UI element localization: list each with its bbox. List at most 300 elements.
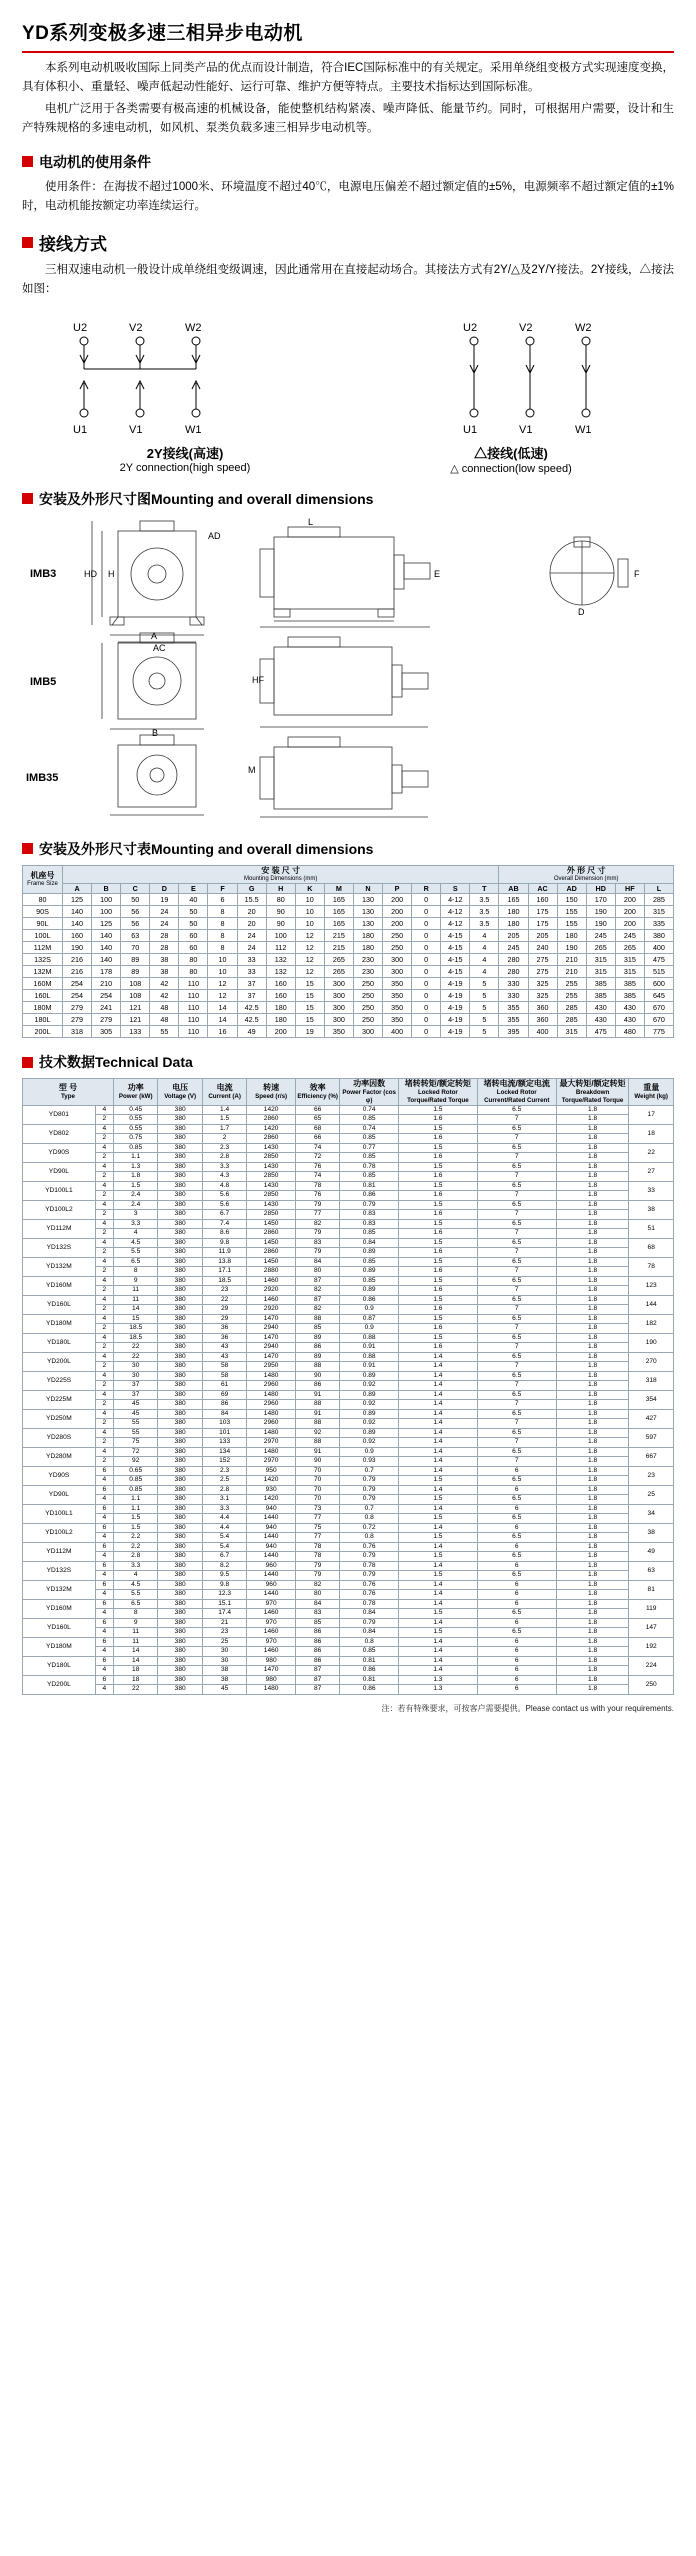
dimension-cell: 15: [295, 990, 324, 1002]
tech-cell: 1.8: [556, 1504, 629, 1514]
tech-cell: 0.76: [340, 1542, 399, 1552]
tech-cell: 6.5: [477, 1609, 556, 1619]
tech-cell: 6.5: [477, 1476, 556, 1486]
tech-cell: 1.1: [113, 1153, 157, 1163]
tech-cell: 380: [158, 1571, 202, 1581]
tech-cell: 1.5: [398, 1476, 477, 1486]
table-row: [23, 1609, 674, 1619]
dimension-cell: 0: [412, 942, 441, 954]
dimension-cell: 265: [586, 942, 615, 954]
dim-label-ad: AD: [208, 530, 221, 541]
dimension-cell: 20: [237, 906, 266, 918]
tech-cell: 0.85: [340, 1276, 399, 1286]
tech-cell: 1480: [247, 1685, 296, 1695]
tech-weight: 190: [629, 1333, 674, 1352]
wire-label-u2-delta: U2: [463, 321, 478, 334]
tech-cell: 380: [158, 1295, 202, 1305]
tech-cell: 87: [295, 1666, 339, 1676]
drawing-row-label-imb5: IMB5: [30, 675, 57, 688]
table-row: [23, 1561, 674, 1571]
tech-cell: 70: [295, 1476, 339, 1486]
tech-cell: 4: [113, 1229, 157, 1239]
wire-label-v2: V2: [129, 321, 143, 334]
tech-cell: 0.8: [340, 1514, 399, 1524]
tech-cell: 0.84: [340, 1609, 399, 1619]
dimension-cell: 350: [383, 978, 412, 990]
tech-cell: 6.7: [202, 1552, 246, 1562]
dimension-cell: 3.5: [470, 906, 499, 918]
tech-weight: 597: [629, 1428, 674, 1447]
tech-cell: 1.8: [556, 1523, 629, 1533]
tech-cell: 7: [477, 1153, 556, 1163]
dimension-cell: 285: [557, 1014, 586, 1026]
dim-label-a: A: [151, 630, 158, 641]
dimension-frame-size: 100L: [23, 930, 63, 942]
dimension-cell: 245: [615, 930, 644, 942]
dimension-cell: 330: [499, 990, 528, 1002]
tech-cell: 43: [202, 1343, 246, 1353]
dimension-cell: 315: [615, 954, 644, 966]
dimension-cell: 15.5: [237, 894, 266, 906]
dimension-cell: 110: [179, 1002, 208, 1014]
tech-cell: 1.8: [556, 1628, 629, 1638]
dimension-cell: 5: [470, 1002, 499, 1014]
tech-cell: 6.5: [477, 1257, 556, 1267]
dimension-cell: 89: [121, 966, 150, 978]
tech-col-header: 转速 Speed (r/s): [247, 1079, 296, 1106]
dimension-cell: 4-15: [441, 930, 470, 942]
tech-cell: 380: [158, 1229, 202, 1239]
dimension-cell: 132: [266, 954, 295, 966]
table-row: [23, 1115, 674, 1125]
dimension-cell: 210: [92, 978, 121, 990]
dimension-cell: 110: [179, 1014, 208, 1026]
tech-cell: 1.8: [556, 1552, 629, 1562]
tech-cell: 1.4: [398, 1419, 477, 1429]
dimension-col-g: G: [237, 884, 266, 894]
tech-cell: 69: [202, 1390, 246, 1400]
tech-cell: 11: [113, 1637, 157, 1647]
tech-cell: 7: [477, 1267, 556, 1277]
tech-cell: 1470: [247, 1352, 296, 1362]
tech-cell: 85: [295, 1618, 339, 1628]
tech-cell: 2.2: [113, 1542, 157, 1552]
tech-cell: 1.8: [556, 1666, 629, 1676]
tech-cell: 2.8: [202, 1485, 246, 1495]
table-row: [23, 1238, 674, 1248]
tech-cell: 1.5: [202, 1115, 246, 1125]
dimension-cell: 180: [557, 930, 586, 942]
dimension-col-b: B: [92, 884, 121, 894]
tech-cell: 90: [295, 1371, 339, 1381]
dimension-col-e: E: [179, 884, 208, 894]
tech-pole: 2: [95, 1153, 113, 1163]
tech-cell: 4.5: [113, 1238, 157, 1248]
tech-cell: 1.8: [556, 1390, 629, 1400]
tech-pole: 4: [95, 1162, 113, 1172]
tech-cell: 1460: [247, 1276, 296, 1286]
tech-cell: 1.5: [398, 1295, 477, 1305]
tech-cell: 88: [295, 1400, 339, 1410]
tech-cell: 1.5: [113, 1514, 157, 1524]
dimension-cell: 300: [324, 1002, 353, 1014]
tech-cell: 66: [295, 1134, 339, 1144]
tech-cell: 1.4: [398, 1381, 477, 1391]
table-row: [23, 1324, 674, 1334]
table-row: [23, 1219, 674, 1229]
table-row: [23, 1134, 674, 1144]
dimension-cell: 480: [615, 1026, 644, 1038]
tech-cell: 1.8: [556, 1618, 629, 1628]
tech-pole: 2: [95, 1172, 113, 1182]
tech-model-type: YD132S: [23, 1561, 96, 1580]
dimension-cell: 56: [121, 906, 150, 918]
tech-pole: 2: [95, 1343, 113, 1353]
tech-cell: 17.4: [202, 1609, 246, 1619]
dimension-cell: 280: [499, 954, 528, 966]
table-row: [23, 990, 674, 1002]
dimension-col-d: D: [150, 884, 179, 894]
dimension-cell: 19: [295, 1026, 324, 1038]
tech-pole: 2: [95, 1267, 113, 1277]
dimension-cell: 12: [208, 990, 237, 1002]
tech-cell: 82: [295, 1580, 339, 1590]
dimension-cell: 5: [470, 990, 499, 1002]
tech-cell: 0.86: [340, 1191, 399, 1201]
dimension-cell: 15: [295, 1002, 324, 1014]
tech-cell: 65: [295, 1115, 339, 1125]
tech-cell: 88: [295, 1419, 339, 1429]
dimension-cell: 315: [557, 1026, 586, 1038]
tech-cell: 2: [202, 1134, 246, 1144]
dimension-cell: 80: [179, 966, 208, 978]
dimension-cell: 170: [586, 894, 615, 906]
dimension-col-ad: AD: [557, 884, 586, 894]
tech-model-type: YD200L: [23, 1675, 96, 1694]
wire-label-v1-delta: V1: [519, 423, 533, 436]
dimension-cell: 180: [266, 1014, 295, 1026]
dimension-cell: 430: [586, 1002, 615, 1014]
tech-cell: 73: [295, 1504, 339, 1514]
tech-pole: 2: [95, 1191, 113, 1201]
tech-cell: 1.8: [556, 1286, 629, 1296]
tech-cell: 0.84: [340, 1628, 399, 1638]
dimension-cell: 50: [179, 906, 208, 918]
tech-cell: 87: [295, 1276, 339, 1286]
dimension-cell: 300: [324, 978, 353, 990]
tech-cell: 1.4: [398, 1400, 477, 1410]
tech-cell: 0.78: [340, 1599, 399, 1609]
dimension-cell: 33: [237, 954, 266, 966]
tech-cell: 8: [113, 1609, 157, 1619]
dimension-cell: 250: [353, 1014, 382, 1026]
tech-pole: 4: [95, 1200, 113, 1210]
dimension-cell: 100: [266, 930, 295, 942]
tech-cell: 380: [158, 1533, 202, 1543]
tech-weight: 318: [629, 1371, 674, 1390]
tech-cell: 380: [158, 1115, 202, 1125]
dimension-cell: 250: [383, 930, 412, 942]
tech-cell: 7: [477, 1343, 556, 1353]
wire-label-w2: W2: [185, 321, 202, 334]
tech-cell: 1.8: [556, 1219, 629, 1229]
technical-data-header-row: [23, 1079, 674, 1106]
table-row: [23, 1542, 674, 1552]
bullet-icon: [22, 156, 33, 167]
tech-cell: 1430: [247, 1200, 296, 1210]
tech-cell: 1.3: [398, 1685, 477, 1695]
tech-cell: 1.8: [556, 1637, 629, 1647]
tech-cell: 1420: [247, 1495, 296, 1505]
tech-cell: 0.85: [340, 1172, 399, 1182]
tech-col-header: 电压 Voltage (V): [158, 1079, 202, 1106]
tech-model-type: YD801: [23, 1105, 96, 1124]
tech-cell: 1.8: [556, 1257, 629, 1267]
tech-weight: 34: [629, 1504, 674, 1523]
tech-cell: 380: [158, 1476, 202, 1486]
tech-col-header: 功率因数 Power Factor (cos φ): [340, 1079, 399, 1106]
dimension-cell: 205: [528, 930, 557, 942]
tech-cell: 1450: [247, 1257, 296, 1267]
dimension-cell: 190: [557, 942, 586, 954]
tech-cell: 7: [477, 1191, 556, 1201]
dimension-col-n: N: [353, 884, 382, 894]
dimension-cell: 254: [92, 990, 121, 1002]
table-row: [23, 1105, 674, 1115]
dimension-cell: 180: [499, 906, 528, 918]
tech-cell: 23: [202, 1628, 246, 1638]
dim-label-m: M: [248, 764, 256, 775]
tech-cell: 5.5: [113, 1590, 157, 1600]
tech-cell: 2.4: [113, 1191, 157, 1201]
tech-model-type: YD160M: [23, 1276, 96, 1295]
dimension-table-frame-header: 机座号 Frame Size: [23, 865, 63, 894]
dimension-cell: 42.5: [237, 1002, 266, 1014]
tech-cell: 1.8: [556, 1457, 629, 1467]
tech-model-type: YD160L: [23, 1295, 96, 1314]
dimension-cell: 430: [615, 1014, 644, 1026]
dimension-cell: 37: [237, 978, 266, 990]
tech-pole: 2: [95, 1305, 113, 1315]
dimension-cell: 24: [237, 942, 266, 954]
tech-cell: 380: [158, 1628, 202, 1638]
tech-cell: 101: [202, 1428, 246, 1438]
tech-cell: 980: [247, 1675, 296, 1685]
dimension-col-h: H: [266, 884, 295, 894]
tech-cell: 3.3: [113, 1561, 157, 1571]
tech-cell: 1.8: [556, 1428, 629, 1438]
dim-label-hd: HD: [84, 568, 97, 579]
dimension-cell: 300: [324, 1014, 353, 1026]
tech-cell: 1480: [247, 1390, 296, 1400]
tech-cell: 7: [477, 1438, 556, 1448]
dimension-cell: 255: [557, 990, 586, 1002]
tech-cell: 6.5: [477, 1628, 556, 1638]
tech-cell: 380: [158, 1324, 202, 1334]
dimension-cell: 350: [383, 990, 412, 1002]
tech-cell: 1.7: [202, 1124, 246, 1134]
tech-cell: 75: [113, 1438, 157, 1448]
tech-cell: 4.5: [113, 1580, 157, 1590]
tech-cell: 3.3: [113, 1219, 157, 1229]
tech-cell: 1450: [247, 1238, 296, 1248]
tech-cell: 1.1: [113, 1504, 157, 1514]
tech-cell: 6: [477, 1504, 556, 1514]
dim-label-l: L: [308, 516, 314, 527]
tech-cell: 82: [295, 1219, 339, 1229]
table-row: [23, 1419, 674, 1429]
dimension-frame-size: 200L: [23, 1026, 63, 1038]
tech-pole: 6: [95, 1542, 113, 1552]
tech-cell: 1.4: [398, 1561, 477, 1571]
tech-pole: 4: [95, 1105, 113, 1115]
tech-col-header: 重量 Weight (kg): [629, 1079, 674, 1106]
tech-cell: 82: [295, 1286, 339, 1296]
tech-cell: 1.6: [398, 1286, 477, 1296]
tech-cell: 6.5: [477, 1495, 556, 1505]
tech-cell: 1.8: [556, 1191, 629, 1201]
tech-cell: 1.6: [398, 1153, 477, 1163]
tech-model-type: YD132M: [23, 1257, 96, 1276]
dimension-cell: 42: [150, 978, 179, 990]
tech-cell: 6: [477, 1580, 556, 1590]
tech-cell: 0.85: [113, 1485, 157, 1495]
tech-cell: 380: [158, 1438, 202, 1448]
dimension-cell: 165: [324, 918, 353, 930]
tech-cell: 13.8: [202, 1257, 246, 1267]
tech-pole: 4: [95, 1352, 113, 1362]
dimension-frame-size: 132M: [23, 966, 63, 978]
tech-cell: 0.81: [340, 1675, 399, 1685]
dimension-cell: 0: [412, 1002, 441, 1014]
tech-cell: 6.7: [202, 1210, 246, 1220]
tech-cell: 0.89: [340, 1409, 399, 1419]
dimension-cell: 160: [528, 894, 557, 906]
tech-cell: 5.4: [202, 1533, 246, 1543]
tech-cell: 0.79: [340, 1485, 399, 1495]
tech-cell: 1.3: [113, 1162, 157, 1172]
wiring-diagram-svg: [22, 309, 674, 439]
dimension-cell: 140: [92, 942, 121, 954]
dimension-frame-size: 112M: [23, 942, 63, 954]
tech-cell: 380: [158, 1590, 202, 1600]
tech-cell: 30: [202, 1647, 246, 1657]
dimension-cell: 4: [470, 966, 499, 978]
tech-cell: 380: [158, 1343, 202, 1353]
tech-cell: 37: [113, 1390, 157, 1400]
dimension-table-column-header-row: [23, 884, 674, 894]
dimension-cell: 48: [150, 1014, 179, 1026]
tech-pole: 6: [95, 1504, 113, 1514]
dimension-cell: 50: [179, 918, 208, 930]
tech-cell: 14: [113, 1656, 157, 1666]
table-row: [23, 1571, 674, 1581]
tech-cell: 1.8: [556, 1609, 629, 1619]
dimension-cell: 4-15: [441, 966, 470, 978]
tech-cell: 380: [158, 1276, 202, 1286]
dimension-col-ab: AB: [499, 884, 528, 894]
dimension-cell: 254: [63, 978, 92, 990]
dimension-frame-size: 90L: [23, 918, 63, 930]
tech-cell: 1.4: [398, 1504, 477, 1514]
dimension-cell: 430: [615, 1002, 644, 1014]
tech-cell: 6: [477, 1656, 556, 1666]
tech-model-type: YD90S: [23, 1143, 96, 1162]
table-row: [23, 1400, 674, 1410]
tech-cell: 5.4: [202, 1542, 246, 1552]
tech-cell: 86: [295, 1647, 339, 1657]
wiring-caption-left-en: 2Y connection(high speed): [119, 461, 251, 474]
tech-cell: 0.77: [340, 1143, 399, 1153]
dimension-cell: 80: [266, 894, 295, 906]
dimension-cell: 4: [470, 942, 499, 954]
dimension-cell: 0: [412, 894, 441, 906]
tech-cell: 45: [113, 1400, 157, 1410]
tech-cell: 940: [247, 1523, 296, 1533]
tech-pole: 6: [95, 1466, 113, 1476]
tech-cell: 970: [247, 1599, 296, 1609]
tech-cell: 86: [295, 1343, 339, 1353]
tech-cell: 2.5: [202, 1476, 246, 1486]
dimension-cell: 48: [150, 1002, 179, 1014]
tech-cell: 6.5: [477, 1124, 556, 1134]
tech-cell: 380: [158, 1419, 202, 1429]
tech-weight: 354: [629, 1390, 674, 1409]
tech-cell: 1.8: [556, 1134, 629, 1144]
tech-pole: 4: [95, 1514, 113, 1524]
dimension-cell: 600: [644, 978, 673, 990]
dim-label-b: B: [152, 727, 159, 738]
tech-cell: 7.4: [202, 1219, 246, 1229]
section-title-tech: 技术数据: [39, 1054, 95, 1071]
dimension-cell: 175: [528, 918, 557, 930]
dimension-cell: 160: [266, 978, 295, 990]
dimension-cell: 19: [150, 894, 179, 906]
dimension-cell: 5: [470, 1026, 499, 1038]
tech-cell: 9.8: [202, 1238, 246, 1248]
wire-label-w2-delta: W2: [575, 321, 592, 334]
footer-note: 注：若有特殊要求，可按客户需要提供。Please contact us with your requirements.: [381, 1703, 674, 1713]
dimension-cell: 400: [528, 1026, 557, 1038]
tech-cell: 7: [477, 1172, 556, 1182]
tech-pole: 6: [95, 1580, 113, 1590]
table-row: [23, 1504, 674, 1514]
tech-cell: 0.89: [340, 1286, 399, 1296]
tech-cell: 380: [158, 1314, 202, 1324]
tech-cell: 1480: [247, 1447, 296, 1457]
technical-data-body: [23, 1105, 674, 1694]
tech-cell: 92: [113, 1457, 157, 1467]
tech-cell: 380: [158, 1504, 202, 1514]
tech-cell: 0.8: [340, 1533, 399, 1543]
tech-cell: 1.8: [556, 1447, 629, 1457]
tech-cell: 1480: [247, 1409, 296, 1419]
section-title-conditions: 电动机的使用条件: [39, 153, 151, 170]
tech-cell: 1.5: [398, 1314, 477, 1324]
tech-cell: 1.4: [398, 1390, 477, 1400]
tech-cell: 86: [295, 1381, 339, 1391]
tech-cell: 0.74: [340, 1124, 399, 1134]
tech-cell: 380: [158, 1409, 202, 1419]
dimension-cell: 315: [615, 966, 644, 978]
tech-cell: 0.74: [340, 1105, 399, 1115]
tech-pole: 2: [95, 1419, 113, 1429]
dimension-cell: 250: [353, 1002, 382, 1014]
dimension-cell: 360: [528, 1002, 557, 1014]
dimension-cell: 150: [557, 894, 586, 906]
dimension-frame-size: 160L: [23, 990, 63, 1002]
table-row: [23, 1533, 674, 1543]
